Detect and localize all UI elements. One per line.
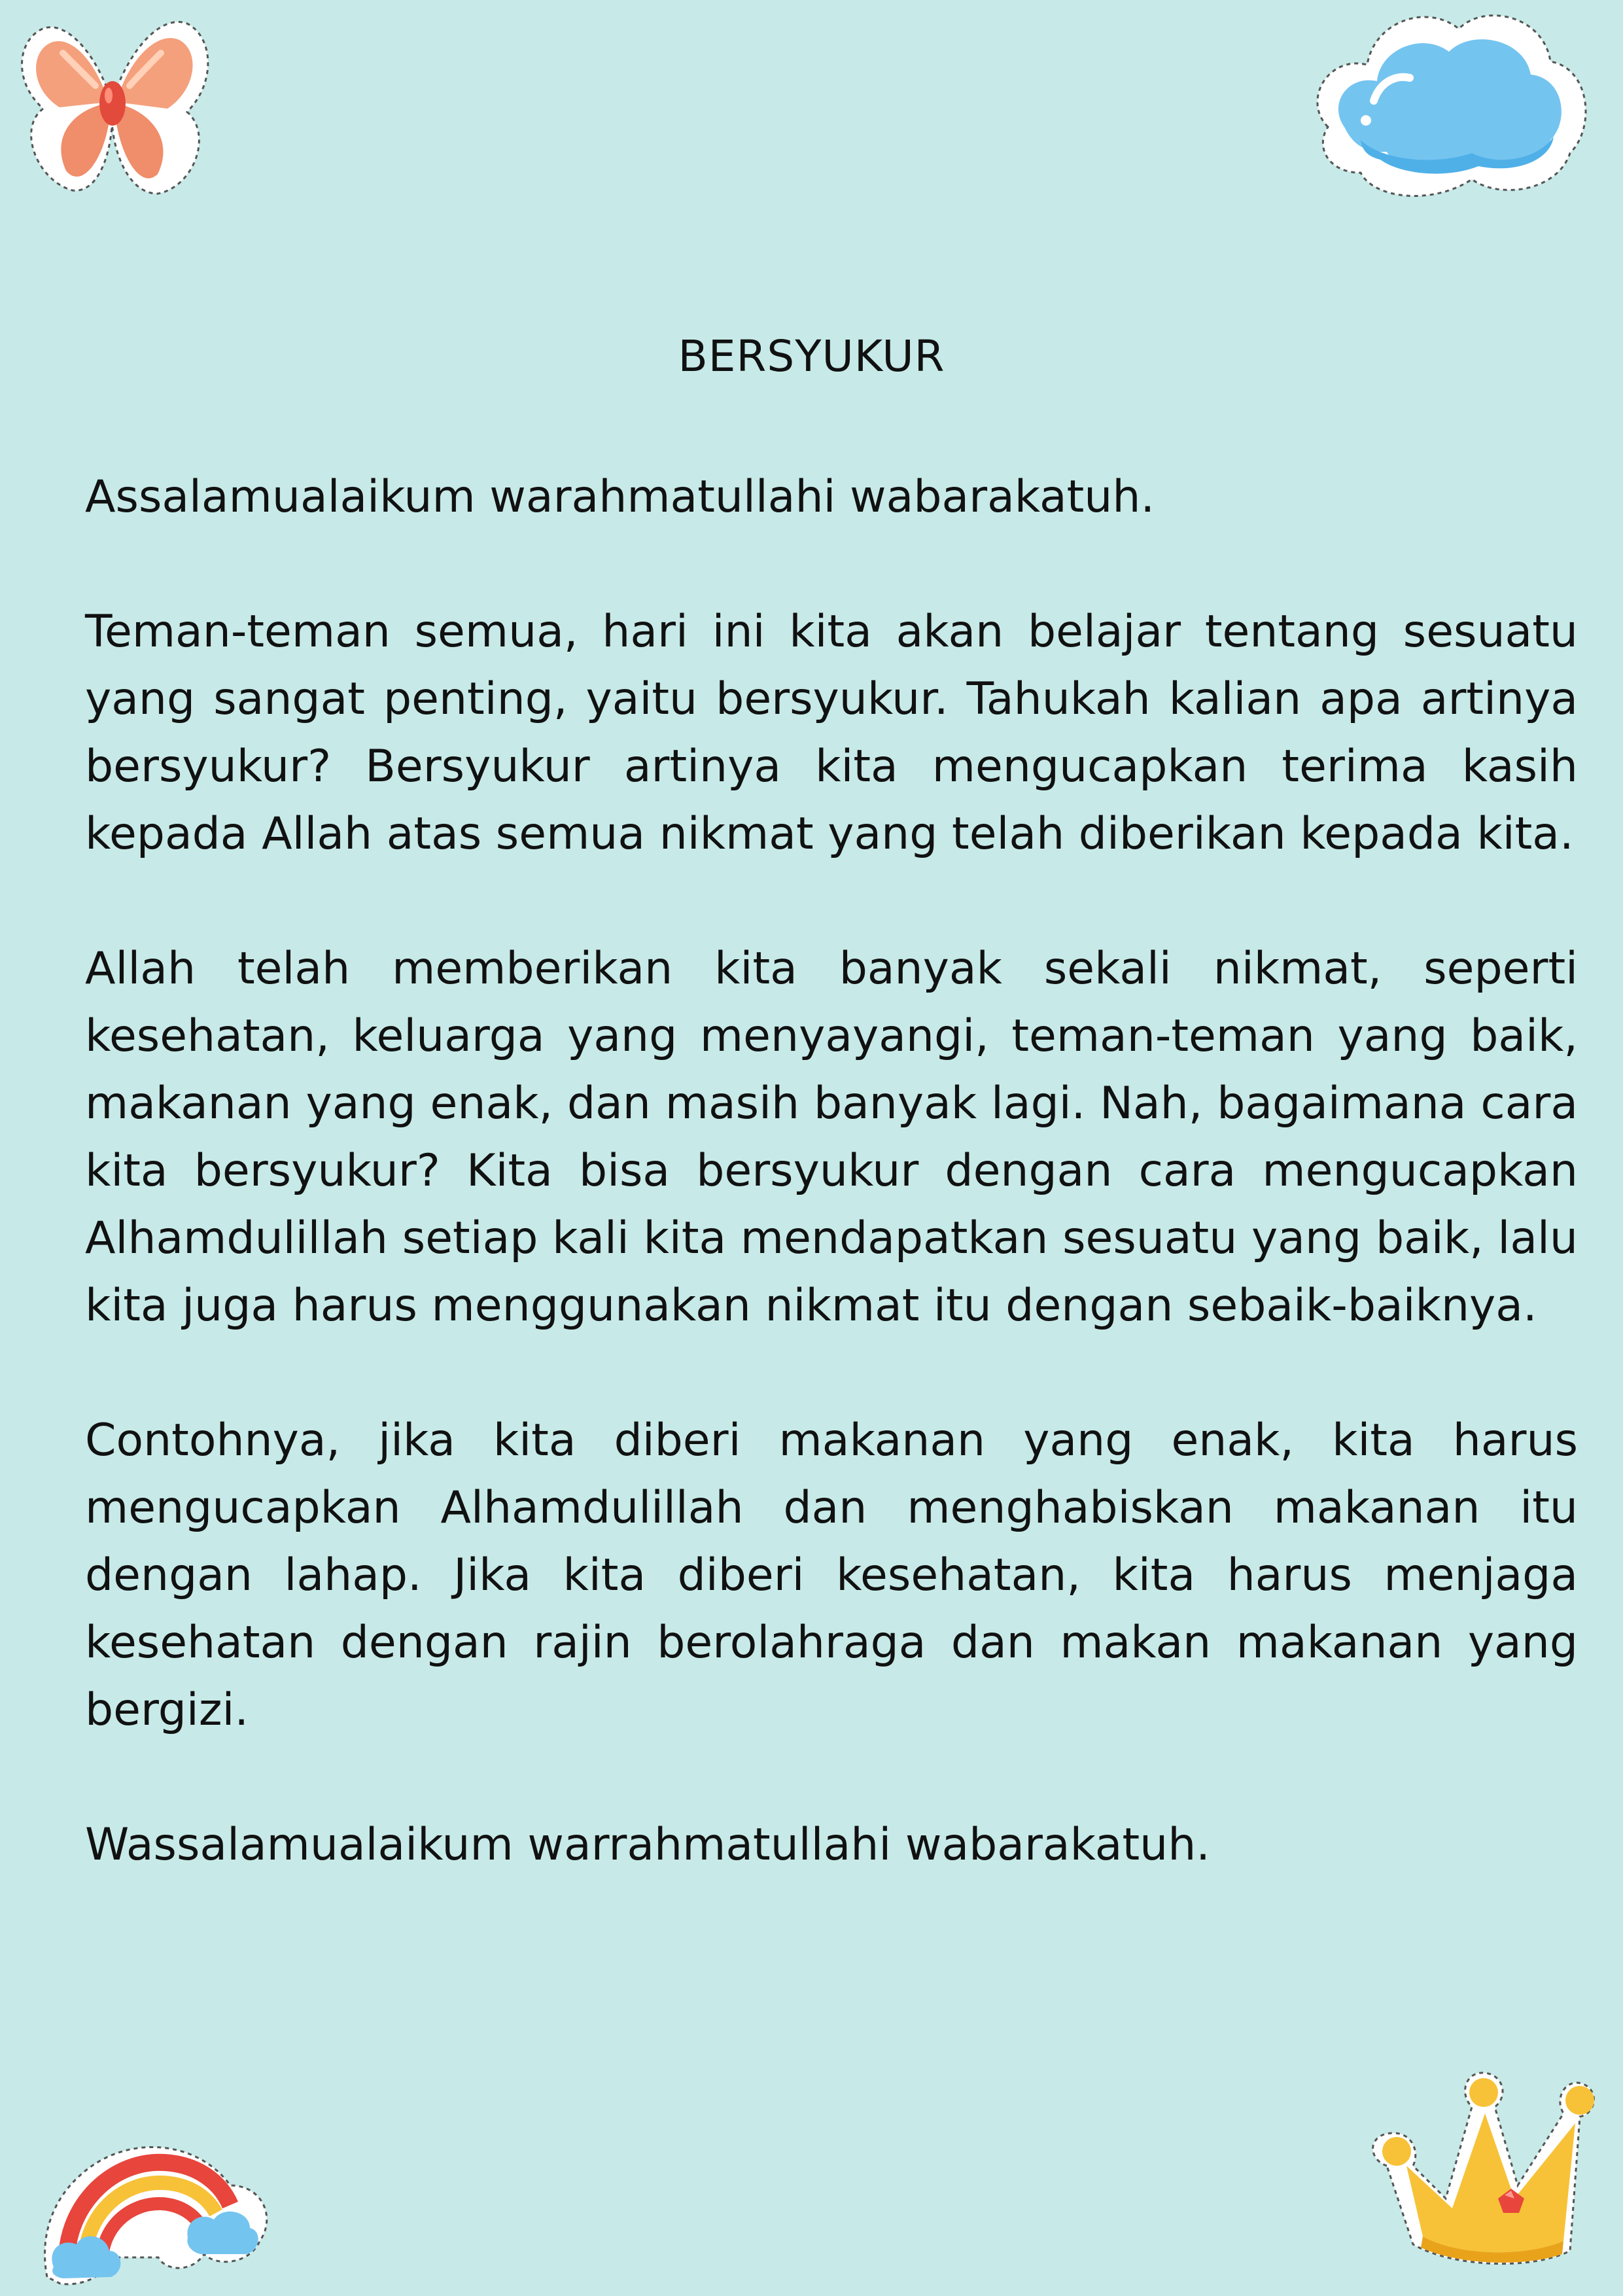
cloud-icon (1302, 3, 1594, 211)
paragraph-examples: Contohnya, jika kita diberi makanan yang enak, kita harus mengucapkan Alhamdulillah dan menghabiskan makanan itu dengan lahap. Jika kita diberi kesehatan, kita harus menjaga kesehatan dengan rajin berolahraga dan makan makanan yang bergizi. (85, 1415, 1578, 1736)
closing-paragraph: Wassalamualaikum warrahmatullahi wabarakatuh. (85, 1819, 1210, 1871)
paragraph-blessings: Allah telah memberikan kita banyak sekali nikmat, seperti kesehatan, keluarga yang menyayangi, teman-teman yang baik, makanan yang enak, dan masih banyak lagi. Nah, bagaimana cara kita bersyukur? Kita bisa bersyukur dengan cara mengucapkan Alhamdulillah setiap kali kita mendapatkan sesuatu yang baik, lalu kita juga harus menggunakan nikmat itu dengan sebaik-baiknya. (85, 943, 1578, 1332)
butterfly-icon (4, 4, 220, 207)
document-body (85, 463, 1578, 1946)
greeting-paragraph: Assalamualaikum warahmatullahi wabarakatuh. (85, 471, 1155, 523)
crown-icon (1367, 2068, 1609, 2277)
paragraph-intro: Teman-teman semua, hari ini kita akan belajar tentang sesuatu yang sangat penting, yaitu bersyukur. Tahukah kalian apa artinya bersyukur? Bersyukur artinya kita mengucapkan terima kasih kepada Allah atas semua nikmat yang telah diberikan kepada kita. (85, 606, 1578, 860)
rainbow-icon (34, 2113, 276, 2290)
document-title: BERSYUKUR (678, 331, 945, 381)
